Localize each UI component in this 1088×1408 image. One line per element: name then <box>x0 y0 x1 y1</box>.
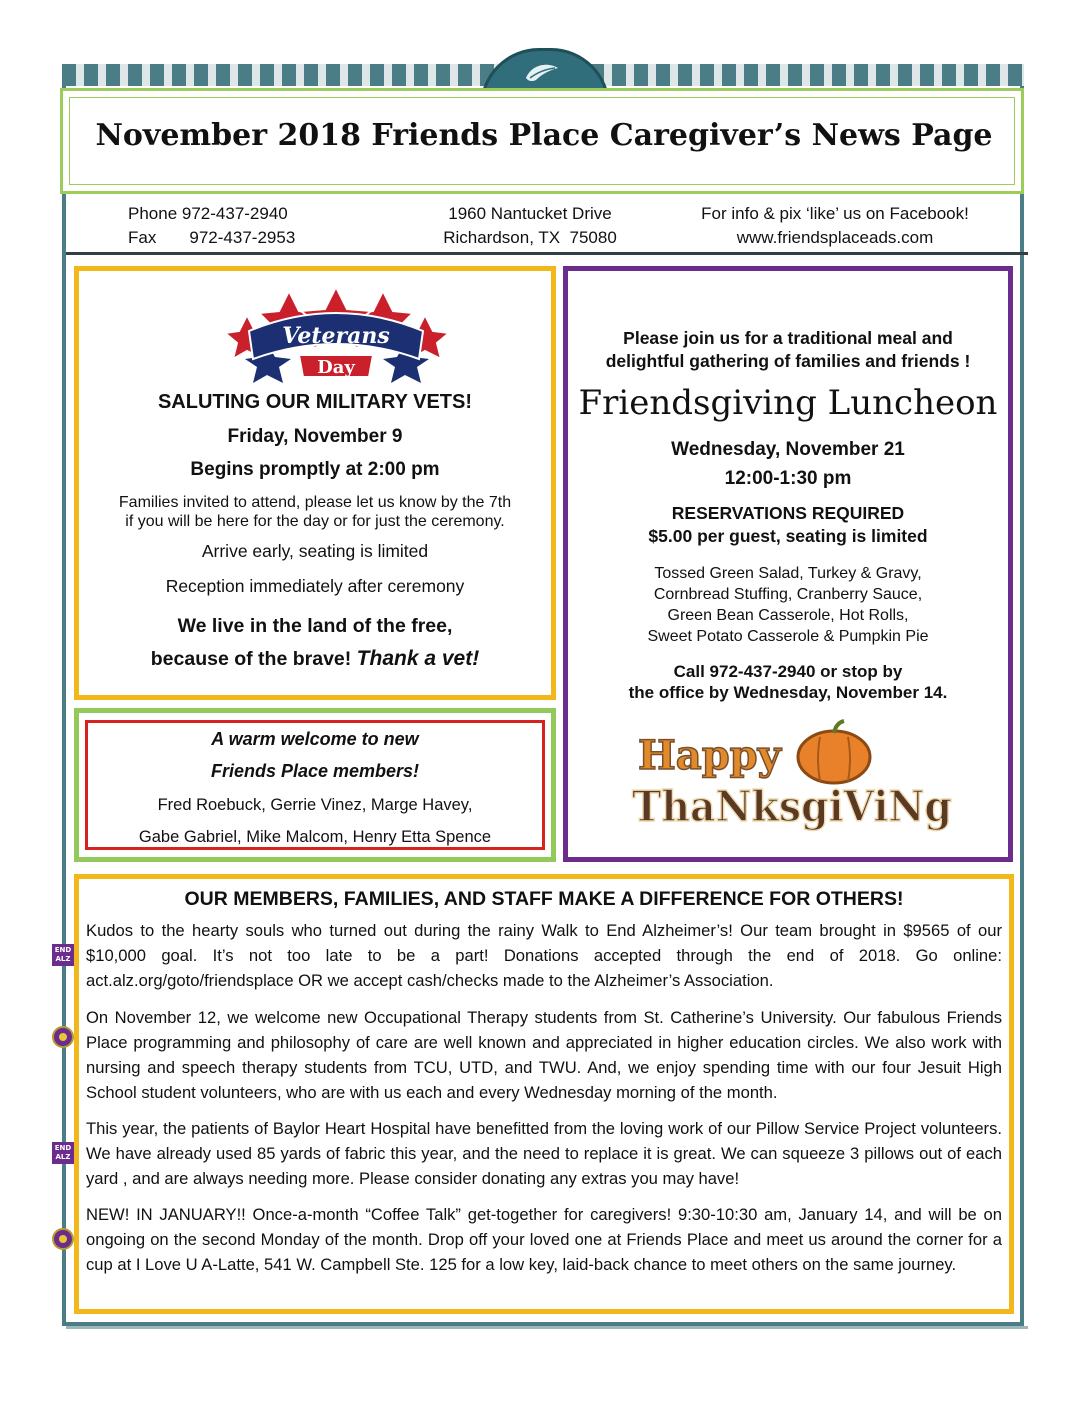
fax-number: Fax 972-437-2953 <box>128 228 296 247</box>
menu-line: Green Bean Casserole, Hot Rolls, <box>667 607 909 624</box>
new-members-line-1: Fred Roebuck, Gerrie Vinez, Marge Havey, <box>157 796 473 814</box>
flower-icon <box>52 1026 74 1048</box>
contact-online <box>690 202 980 250</box>
friendsgiving-invite: Please join us for a traditional meal and delightful gathering of families and friends ! <box>605 328 971 371</box>
pumpkin-icon <box>798 731 870 783</box>
contact-address <box>430 202 630 250</box>
community-heading: OUR MEMBERS, FAMILIES, AND STAFF MAKE A DIFFERENCE FOR OTHERS! <box>184 888 904 910</box>
community-paragraph: This year, the patients of Baylor Heart Hospital have benefitted from the loving work of our Pillow Service Project volunteers. We have already used 85 yards of fabric this year, and the need to replace it is great. We can squeeze 3 pillows out of each yard , and are always needing more. Please consider donating any extras you may have! <box>86 1119 1002 1188</box>
frame-shadow <box>66 1326 1028 1329</box>
veterans-note: Families invited to attend, please let us know by the 7th if you will be here for the day or for just the ceremony. <box>118 494 512 530</box>
menu-line: Cornbread Stuffing, Cranberry Sauce, <box>653 586 923 603</box>
veterans-arrive: Arrive early, seating is limited <box>201 541 429 561</box>
menu-line: Sweet Potato Casserole & Pumpkin Pie <box>647 628 929 645</box>
veterans-date: Friday, November 9 <box>227 426 403 447</box>
friendsgiving-box <box>563 266 1013 862</box>
veterans-reception: Reception immediately after ceremony <box>165 576 465 596</box>
happy-thanksgiving-art <box>624 715 964 845</box>
new-members-line-2: Gabe Gabriel, Mike Malcom, Henry Etta Spence <box>138 828 492 846</box>
happy-word: Happy <box>638 732 781 779</box>
veterans-motto-line-1: We live in the land of the free, <box>177 615 453 637</box>
leaf-icon <box>522 58 562 86</box>
friendsgiving-date: Wednesday, November 21 <box>671 439 905 460</box>
veterans-motto-line-2: because of the brave! Thank a vet! <box>150 647 480 670</box>
logo-text-veterans: Veterans <box>282 323 390 349</box>
veterans-time: Begins promptly at 2:00 pm <box>190 459 440 480</box>
menu-list <box>568 563 1008 647</box>
contact-phone-fax <box>128 202 295 250</box>
phone-number: Phone 972-437-2940 <box>128 204 288 223</box>
end-alz-icon: END ALZ <box>52 1142 74 1164</box>
community-paragraph: NEW! IN JANUARY!! Once-a-month “Coffee Talk” get-together for caregivers! 9:30-10:30 am, January 14, and will be on ongoing on the second Monday of the month. Drop off your loved one at Friends Place and meet us around the corner for a cup at I Love U A-Latte, 541 W. Campbell Ste. 125 for a low key, laid-back chance to meet others on the same journey. <box>86 1205 1002 1274</box>
welcome-line-1: A warm welcome to new <box>211 729 419 749</box>
address-line-2: Richardson, TX 75080 <box>443 228 617 247</box>
flower-icon <box>52 1228 74 1250</box>
website-link[interactable]: www.friendsplaceads.com <box>736 228 934 247</box>
end-alz-icon: END ALZ <box>52 944 74 966</box>
welcome-inner-frame <box>85 720 545 850</box>
price-note: $5.00 per guest, seating is limited <box>648 526 928 546</box>
friendsgiving-time: 12:00-1:30 pm <box>724 468 852 489</box>
contact-divider <box>66 252 1028 255</box>
logo-text-day: Day <box>317 357 355 378</box>
thanksgiving-word: ThaNksgiViNg <box>632 782 952 831</box>
community-paragraph: On November 12, we welcome new Occupational Therapy students from St. Catherine’s University. Our fabulous Friends Place programming and philosophy of care are well known and appreciated in higher education circles. We also work with nursing and speech therapy students from TCU, UTD, and TWU. And, we enjoy spending time with our four Jesuit High School student volunteers, who are with us each and every Wednesday morning of the month. <box>86 1008 1002 1102</box>
welcome-line-2: Friends Place members! <box>210 761 420 781</box>
veterans-day-box <box>74 266 556 700</box>
rsvp-instructions: Call 972-437-2940 or stop by the office by Wednesday, November 14. <box>628 662 948 702</box>
thank-a-vet: Thank a vet! <box>356 647 480 670</box>
facebook-note: For info & pix ‘like’ us on Facebook! <box>701 204 969 223</box>
page-title: November 2018 Friends Place Caregiver’s News Page <box>95 118 993 153</box>
address-line-1: 1960 Nantucket Drive <box>448 204 612 223</box>
veterans-day-logo <box>219 281 453 391</box>
reservations-required: RESERVATIONS REQUIRED <box>671 503 905 523</box>
friendsgiving-title: Friendsgiving Luncheon <box>578 383 998 423</box>
veterans-heading: SALUTING OUR MILITARY VETS! <box>157 391 473 413</box>
welcome-box <box>74 708 556 862</box>
community-paragraph: Kudos to the hearty souls who turned out during the rainy Walk to End Alzheimer’s! Our team brought in $9565 of our $10,000 goal. It’s not too late to be a part! Donations accepted through the end of 2018. Go online: act.alz.org/goto/friendsplace OR we accept cash/checks made to the Alzheimer’s Association. <box>86 921 1002 990</box>
menu-line: Tossed Green Salad, Turkey & Gravy, <box>654 565 922 582</box>
